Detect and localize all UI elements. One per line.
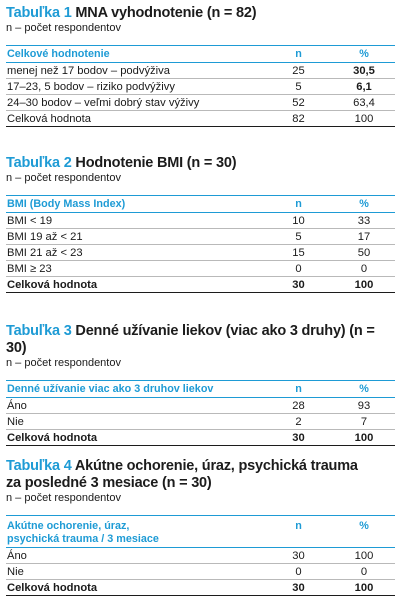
table-1-subtitle: n – počet respondentov [6, 22, 121, 34]
column-header [6, 516, 264, 548]
table-3-title-text: Denné užívanie liekov (viac ako 3 druhy) (n = 30) [6, 323, 375, 356]
row-label: 24–30 bodov – veľmi dobrý stav výživy [7, 97, 200, 109]
row-label: Celková hodnota [7, 432, 98, 444]
table-row [6, 63, 395, 79]
column-header-percent: % [359, 520, 369, 532]
table-row-total [6, 580, 395, 596]
table-4-title-line2: za posledné 3 mesiace (n = 30) [6, 475, 212, 491]
table-header-row [6, 46, 395, 63]
row-n: 5 [295, 81, 302, 93]
table-row-total [6, 430, 395, 446]
row-n: 52 [292, 97, 305, 109]
table-1-title-text: MNA vyhodnotenie (n = 82) [75, 5, 257, 21]
row-percent: 0 [360, 566, 368, 578]
table-2-subtitle: n – počet respondentov [6, 172, 121, 184]
column-header: Denné užívanie viac ako 3 druhov liekov [7, 383, 214, 395]
row-percent: 100 [354, 582, 374, 594]
row-percent: 100 [354, 550, 374, 562]
row-percent: 100 [354, 279, 374, 291]
row-label: BMI < 19 [7, 215, 53, 227]
row-label: BMI ≥ 23 [7, 263, 52, 275]
table-2-block [6, 155, 395, 293]
table-3-subtitle: n – počet respondentov [6, 357, 121, 369]
row-n: 30 [292, 279, 305, 291]
table-2-title [6, 155, 395, 172]
column-header-line2: psychická trauma / 3 mesiace [7, 533, 159, 545]
table-row [6, 95, 395, 111]
table-3 [6, 380, 395, 446]
row-percent: 33 [357, 215, 371, 227]
table-row [6, 79, 395, 95]
row-n: 2 [295, 416, 302, 428]
row-n: 82 [292, 113, 305, 125]
column-header: Celkové hodnotenie [7, 48, 110, 60]
column-header-n: n [295, 383, 302, 395]
row-label: Celková hodnota [7, 582, 98, 594]
row-label: Áno [7, 550, 27, 562]
table-2-label: Tabuľka 2 [6, 155, 72, 171]
row-n: 5 [295, 231, 302, 243]
table-4-title-line1: Akútne ochorenie, úraz, psychická trauma [74, 458, 358, 474]
row-label: 17–23, 5 bodov – riziko podvýživy [7, 81, 175, 93]
row-percent: 6,1 [356, 81, 372, 93]
table-row [6, 261, 395, 277]
table-4-subtitle: n – počet respondentov [6, 492, 121, 504]
row-percent: 7 [360, 416, 368, 428]
row-label: Celková hodnota [7, 279, 98, 291]
row-percent: 50 [357, 247, 371, 259]
row-n: 30 [292, 432, 305, 444]
table-header-row [6, 516, 395, 548]
row-n: 28 [292, 400, 305, 412]
row-label: Nie [7, 416, 24, 428]
table-2-title-text: Hodnotenie BMI (n = 30) [75, 155, 237, 171]
table-row [6, 564, 395, 580]
table-1-title [6, 5, 395, 22]
table-4-block [6, 458, 395, 596]
table-3-title [6, 323, 395, 357]
row-n: 30 [292, 550, 305, 562]
column-header-line1: Akútne ochorenie, úraz, [7, 520, 130, 532]
row-percent: 63,4 [353, 97, 375, 109]
table-4-label: Tabuľka 4 [6, 458, 72, 474]
table-header-row [6, 381, 395, 398]
table-3-block [6, 323, 395, 446]
row-n: 25 [292, 65, 305, 77]
row-percent: 93 [357, 400, 371, 412]
table-row-total [6, 111, 395, 127]
row-label: Nie [7, 566, 24, 578]
table-row-total [6, 277, 395, 293]
table-4 [6, 515, 395, 596]
table-row [6, 213, 395, 229]
table-row [6, 229, 395, 245]
row-percent: 17 [357, 231, 371, 243]
row-label: Áno [7, 400, 27, 412]
row-n: 0 [295, 263, 302, 275]
table-4-title [6, 458, 395, 492]
table-1-label: Tabuľka 1 [6, 5, 72, 21]
row-label: BMI 21 až < 23 [7, 247, 83, 259]
table-1 [6, 45, 395, 127]
row-percent: 100 [354, 432, 374, 444]
column-header-n: n [295, 520, 302, 532]
row-n: 30 [292, 582, 305, 594]
row-label: Celková hodnota [7, 113, 91, 125]
row-n: 15 [292, 247, 305, 259]
table-2 [6, 195, 395, 293]
row-label: menej než 17 bodov – podvýživa [7, 65, 170, 77]
table-row [6, 548, 395, 564]
table-row [6, 414, 395, 430]
row-n: 10 [292, 215, 305, 227]
row-percent: 30,5 [353, 65, 375, 77]
column-header-n: n [295, 198, 302, 210]
row-percent: 0 [360, 263, 368, 275]
row-n: 0 [295, 566, 302, 578]
table-row [6, 398, 395, 414]
table-header-row [6, 196, 395, 213]
column-header-n: n [295, 48, 302, 60]
column-header-percent: % [359, 198, 369, 210]
column-header: BMI (Body Mass Index) [7, 198, 126, 210]
row-label: BMI 19 až < 21 [7, 231, 83, 243]
table-1-block [6, 5, 395, 127]
row-percent: 100 [354, 113, 374, 125]
table-row [6, 245, 395, 261]
column-header-percent: % [359, 383, 369, 395]
column-header-percent: % [359, 48, 369, 60]
table-3-label: Tabuľka 3 [6, 323, 72, 339]
